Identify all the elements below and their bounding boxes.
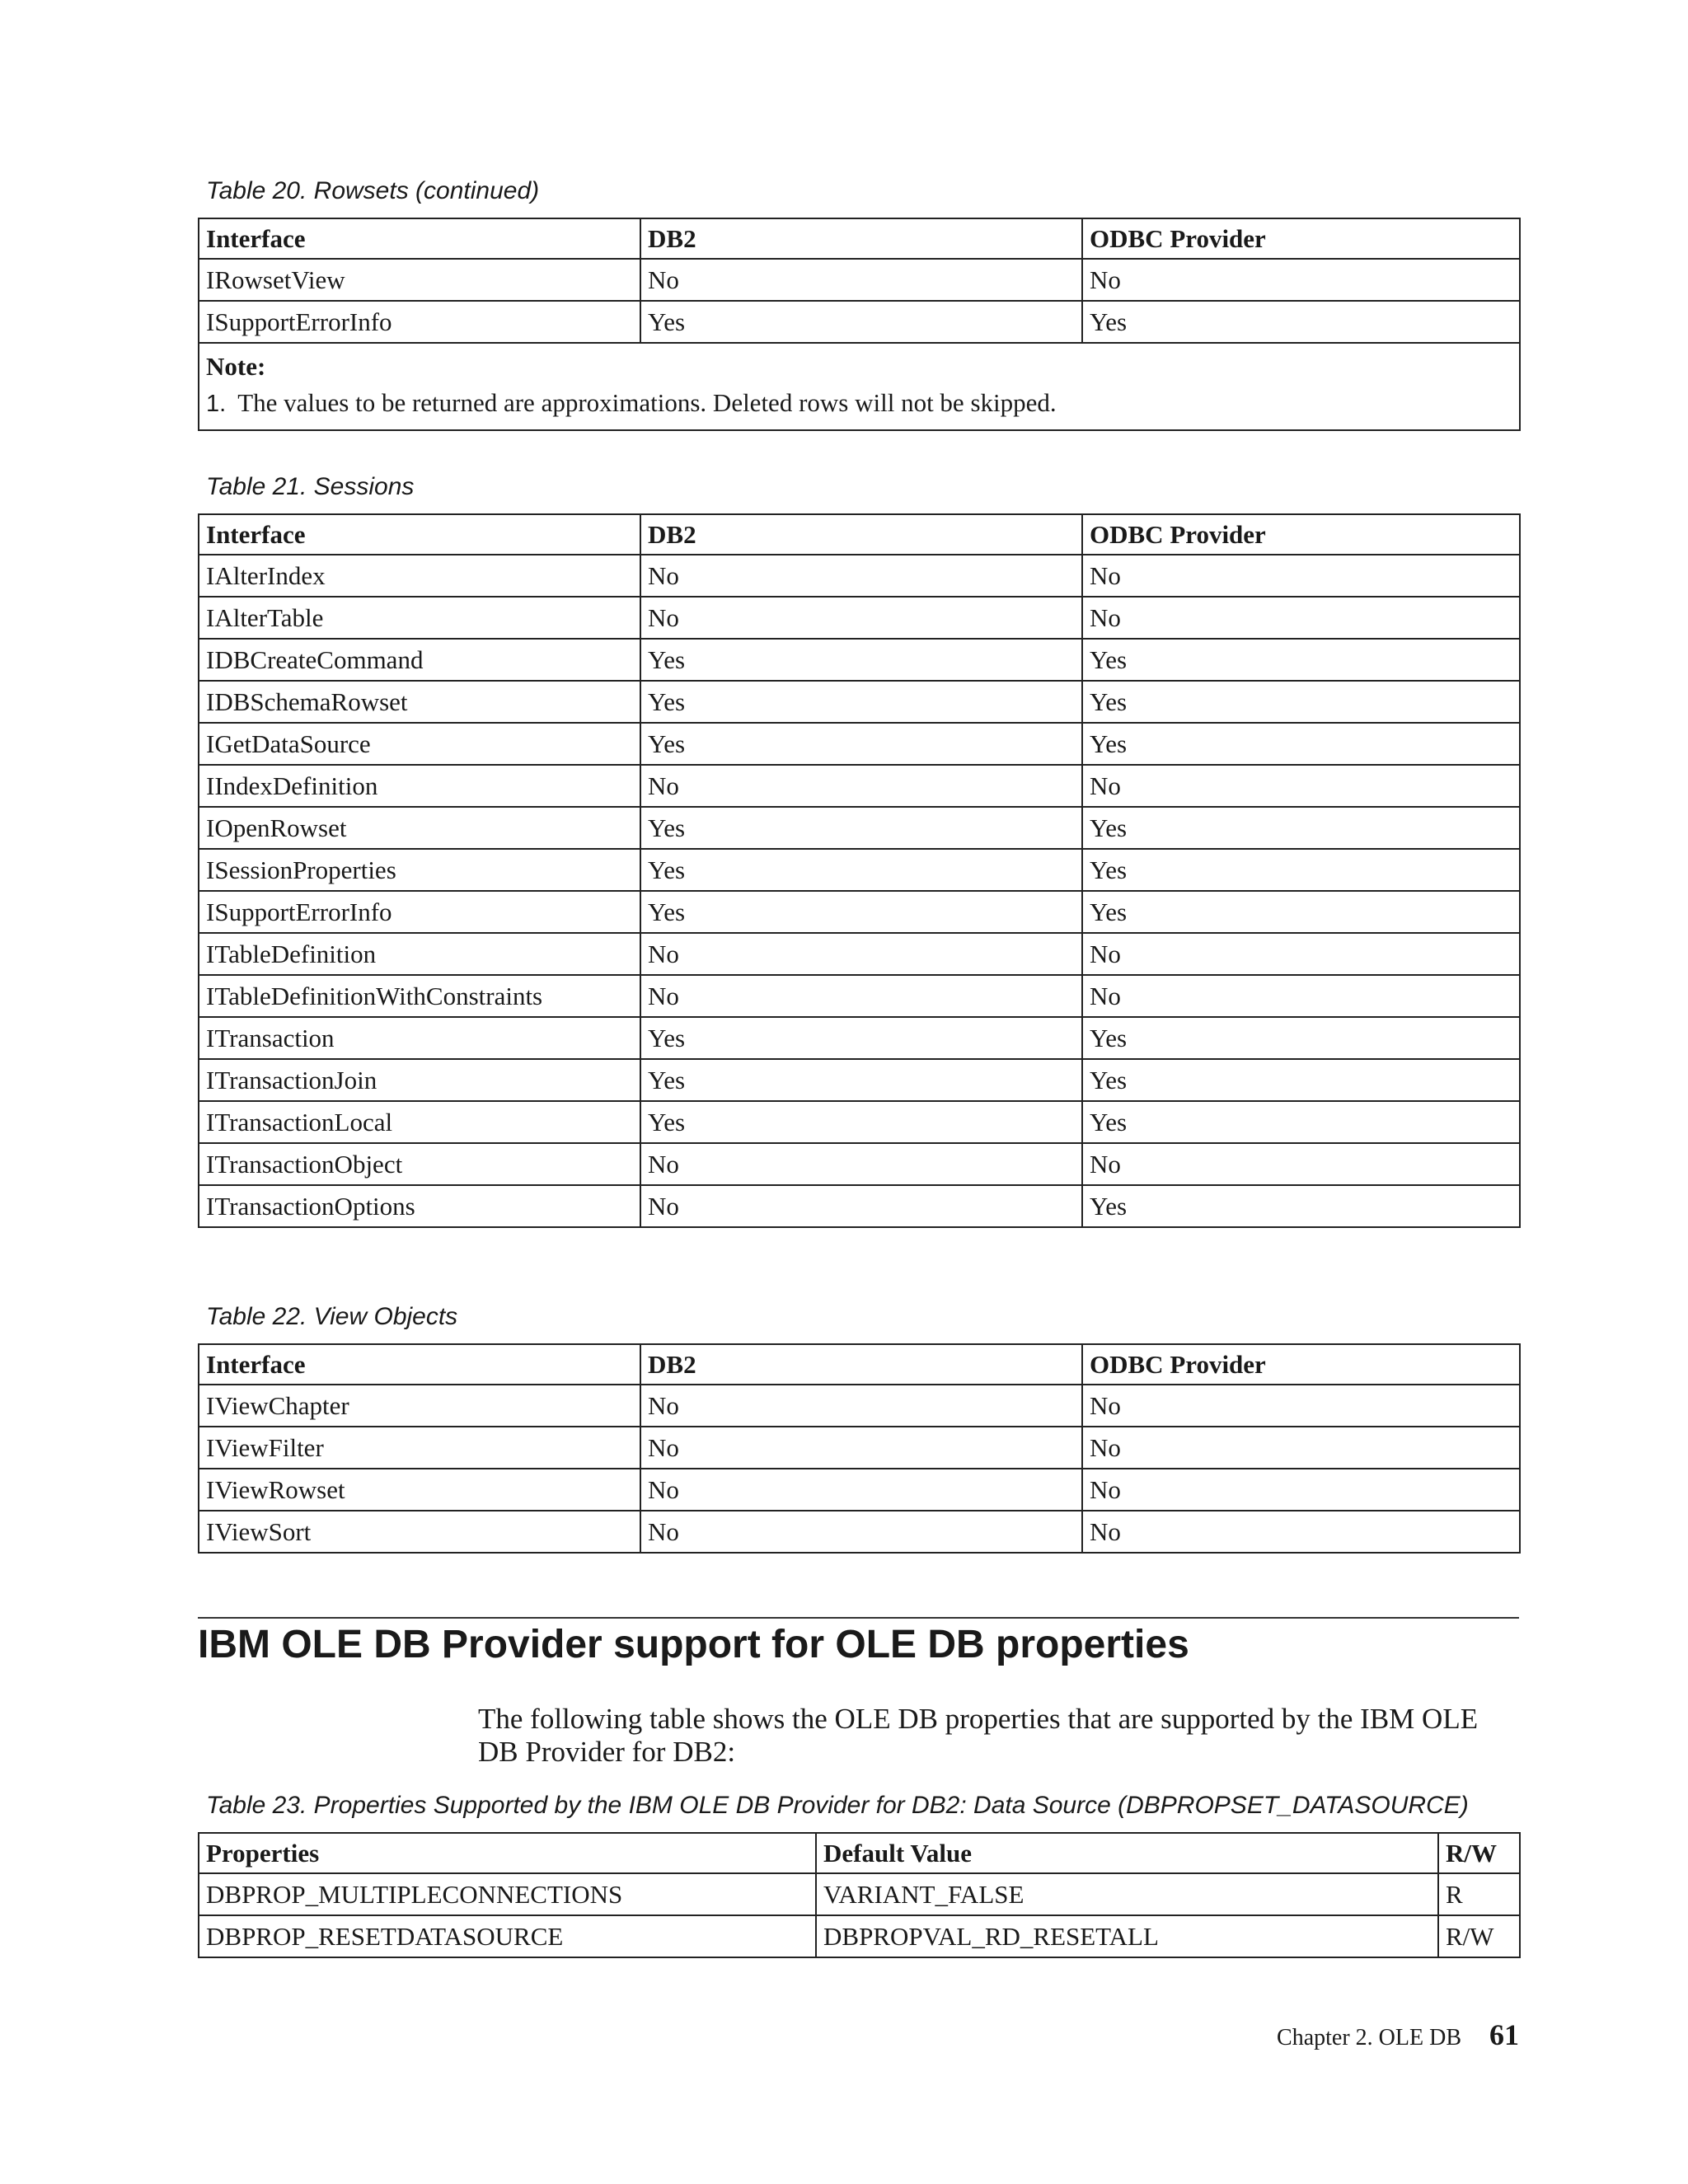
- table-cell: No: [640, 1469, 1082, 1511]
- note-text: The values to be returned are approximations. Deleted rows will not be skipped.: [237, 387, 1057, 417]
- table-cell: ISupportErrorInfo: [199, 301, 640, 343]
- table-cell: IAlterIndex: [199, 555, 640, 597]
- table-cell: No: [640, 1427, 1082, 1469]
- table-cell: No: [1082, 765, 1520, 807]
- table-cell: IDBSchemaRowset: [199, 681, 640, 723]
- table-cell: No: [1082, 1385, 1520, 1427]
- table-cell: ITransactionJoin: [199, 1059, 640, 1101]
- table-cell: Yes: [1082, 1017, 1520, 1059]
- table-cell: IViewSort: [199, 1511, 640, 1553]
- table-21-caption: Table 21. Sessions: [206, 473, 415, 500]
- table-cell: IGetDataSource: [199, 723, 640, 765]
- note-number: 1.: [206, 390, 227, 417]
- table-21-body: [199, 555, 1520, 1227]
- table-row: [199, 933, 1520, 975]
- table-cell: Yes: [640, 723, 1082, 765]
- table-cell: Yes: [1082, 639, 1520, 681]
- table-cell: No: [1082, 555, 1520, 597]
- table-cell: No: [640, 933, 1082, 975]
- table-row: [199, 1185, 1520, 1227]
- table-cell: No: [1082, 1427, 1520, 1469]
- table-cell: No: [640, 1511, 1082, 1553]
- table-23-properties: [198, 1832, 1521, 1958]
- column-header: DB2: [640, 218, 1082, 259]
- page-number: 61: [1489, 2018, 1519, 2051]
- table-row: [199, 1143, 1520, 1185]
- table-cell: Yes: [640, 639, 1082, 681]
- table-cell: No: [640, 1185, 1082, 1227]
- table-cell: IOpenRowset: [199, 807, 640, 849]
- table-cell: No: [640, 597, 1082, 639]
- page-footer: [1277, 2018, 1519, 2052]
- table-cell: Yes: [640, 1101, 1082, 1143]
- table-cell: Yes: [1082, 301, 1520, 343]
- table-cell: ITableDefinitionWithConstraints: [199, 975, 640, 1017]
- table-cell: IDBCreateCommand: [199, 639, 640, 681]
- table-row: [199, 849, 1520, 891]
- table-note: [199, 343, 1520, 430]
- table-cell: IViewRowset: [199, 1469, 640, 1511]
- table-20-rowsets: [198, 218, 1521, 431]
- table-header-row: [199, 1344, 1520, 1385]
- table-cell: No: [640, 555, 1082, 597]
- table-cell: ITransactionOptions: [199, 1185, 640, 1227]
- table-cell: R/W: [1438, 1915, 1520, 1957]
- table-row: [199, 1385, 1520, 1427]
- table-cell: IIndexDefinition: [199, 765, 640, 807]
- table-cell: ISessionProperties: [199, 849, 640, 891]
- table-cell: ITransactionLocal: [199, 1101, 640, 1143]
- table-row: [199, 681, 1520, 723]
- table-row: [199, 639, 1520, 681]
- table-cell: No: [1082, 975, 1520, 1017]
- table-cell: No: [1082, 259, 1520, 301]
- table-row: [199, 1059, 1520, 1101]
- table-cell: Yes: [1082, 891, 1520, 933]
- table-header-row: [199, 218, 1520, 259]
- table-cell: Yes: [640, 681, 1082, 723]
- table-cell: Yes: [1082, 1101, 1520, 1143]
- table-cell: ITransaction: [199, 1017, 640, 1059]
- table-cell: No: [640, 1143, 1082, 1185]
- note-title: Note:: [206, 351, 266, 381]
- table-cell: VARIANT_FALSE: [816, 1873, 1438, 1915]
- table-cell: Yes: [640, 849, 1082, 891]
- table-cell: Yes: [1082, 723, 1520, 765]
- table-21-sessions: [198, 513, 1521, 1228]
- column-header: ODBC Provider: [1082, 514, 1520, 555]
- section-heading: IBM OLE DB Provider support for OLE DB properties: [198, 1623, 1189, 1666]
- table-cell: Yes: [1082, 807, 1520, 849]
- table-cell: Yes: [640, 891, 1082, 933]
- table-cell: No: [640, 975, 1082, 1017]
- table-row: [199, 1873, 1520, 1915]
- table-cell: Yes: [1082, 681, 1520, 723]
- table-cell: IViewFilter: [199, 1427, 640, 1469]
- table-cell: Yes: [640, 1059, 1082, 1101]
- table-22-caption: Table 22. View Objects: [206, 1303, 458, 1330]
- table-23-caption: Table 23. Properties Supported by the IBM OLE DB Provider for DB2: Data Source (DBPROPSET_DATASOURCE): [206, 1792, 1469, 1819]
- column-header: Interface: [199, 218, 640, 259]
- table-cell: No: [1082, 1469, 1520, 1511]
- table-cell: Yes: [1082, 1059, 1520, 1101]
- table-cell: Yes: [1082, 1185, 1520, 1227]
- table-row: [199, 555, 1520, 597]
- column-header: Interface: [199, 1344, 640, 1385]
- table-cell: R: [1438, 1873, 1520, 1915]
- table-row: [199, 597, 1520, 639]
- note-item: [206, 383, 1519, 424]
- table-cell: No: [1082, 597, 1520, 639]
- table-row: [199, 807, 1520, 849]
- table-row: [199, 1511, 1520, 1553]
- table-22-view-objects: [198, 1343, 1521, 1554]
- table-row: [199, 259, 1520, 301]
- table-cell: Yes: [640, 1017, 1082, 1059]
- table-23-body: [199, 1873, 1520, 1957]
- table-cell: DBPROP_RESETDATASOURCE: [199, 1915, 816, 1957]
- section-divider: [198, 1617, 1519, 1619]
- section-intro-paragraph: The following table shows the OLE DB properties that are supported by the IBM OLE DB Provider for DB2:: [478, 1703, 1479, 1768]
- table-cell: ITableDefinition: [199, 933, 640, 975]
- table-cell: No: [1082, 933, 1520, 975]
- table-cell: IViewChapter: [199, 1385, 640, 1427]
- table-row: [199, 765, 1520, 807]
- table-cell: No: [640, 259, 1082, 301]
- column-header: R/W: [1438, 1833, 1520, 1873]
- column-header: DB2: [640, 514, 1082, 555]
- table-row: [199, 1017, 1520, 1059]
- table-row: [199, 1469, 1520, 1511]
- table-note-row: [199, 343, 1520, 430]
- table-header-row: [199, 514, 1520, 555]
- table-row: [199, 891, 1520, 933]
- table-header-row: [199, 1833, 1520, 1873]
- table-cell: IAlterTable: [199, 597, 640, 639]
- table-cell: Yes: [640, 301, 1082, 343]
- column-header: Interface: [199, 514, 640, 555]
- table-cell: DBPROP_MULTIPLECONNECTIONS: [199, 1873, 816, 1915]
- column-header: ODBC Provider: [1082, 218, 1520, 259]
- table-20-body: [199, 259, 1520, 343]
- table-row: [199, 975, 1520, 1017]
- table-row: [199, 1101, 1520, 1143]
- table-row: [199, 1915, 1520, 1957]
- column-header: Properties: [199, 1833, 816, 1873]
- table-cell: ISupportErrorInfo: [199, 891, 640, 933]
- table-cell: IRowsetView: [199, 259, 640, 301]
- table-cell: Yes: [640, 807, 1082, 849]
- table-22-body: [199, 1385, 1520, 1553]
- table-cell: No: [640, 765, 1082, 807]
- column-header: ODBC Provider: [1082, 1344, 1520, 1385]
- table-cell: ITransactionObject: [199, 1143, 640, 1185]
- table-cell: No: [640, 1385, 1082, 1427]
- table-row: [199, 1427, 1520, 1469]
- table-row: [199, 301, 1520, 343]
- footer-chapter: Chapter 2. OLE DB: [1277, 2025, 1461, 2050]
- table-cell: Yes: [1082, 849, 1520, 891]
- table-row: [199, 723, 1520, 765]
- column-header: Default Value: [816, 1833, 1438, 1873]
- column-header: DB2: [640, 1344, 1082, 1385]
- table-20-caption: Table 20. Rowsets (continued): [206, 177, 540, 204]
- table-cell: No: [1082, 1143, 1520, 1185]
- table-cell: DBPROPVAL_RD_RESETALL: [816, 1915, 1438, 1957]
- table-cell: No: [1082, 1511, 1520, 1553]
